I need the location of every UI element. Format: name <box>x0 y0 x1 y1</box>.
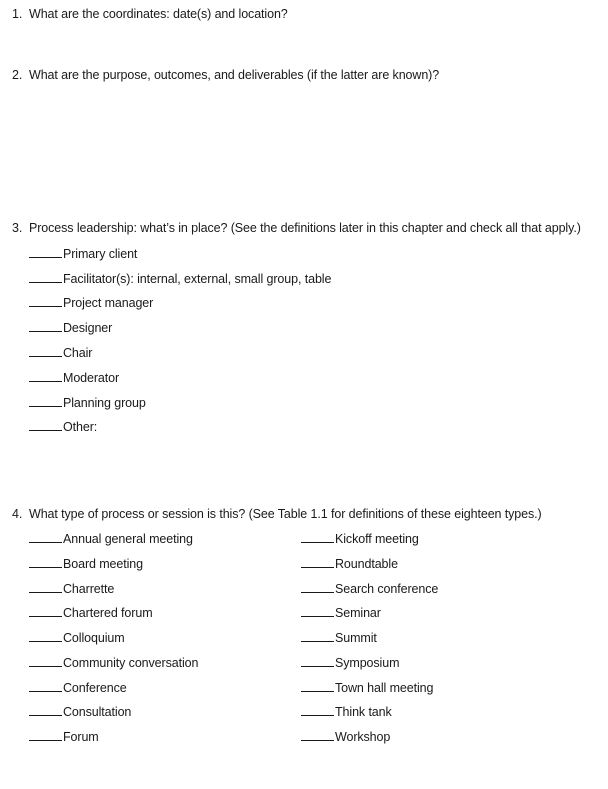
checklist-item-seminar <box>301 604 381 620</box>
checkbox-blank[interactable] <box>29 530 62 543</box>
checkbox-blank[interactable] <box>29 394 62 407</box>
checklist-item-other <box>29 418 97 434</box>
checkbox-blank[interactable] <box>29 604 62 617</box>
checklist-item-planning-group <box>29 394 146 410</box>
question-text: What type of process or session is this? (See Table 1.1 for definitions of these eighteen types.) <box>29 507 542 521</box>
question-3 <box>12 221 581 235</box>
question-1 <box>12 7 288 21</box>
checklist-label: Project manager <box>63 296 154 310</box>
checklist-label: Community conversation <box>63 656 199 670</box>
checklist-item-town-hall-meeting <box>301 679 433 695</box>
checklist-item-search-conference <box>301 580 438 596</box>
checkbox-blank[interactable] <box>29 679 62 692</box>
checklist-item-community-conversation <box>29 654 198 670</box>
checklist-item-chair <box>29 344 92 360</box>
checkbox-blank[interactable] <box>301 654 334 667</box>
checkbox-blank[interactable] <box>301 530 334 543</box>
checklist-item-primary-client <box>29 245 137 261</box>
question-number: 1. <box>12 7 23 21</box>
checklist-item-colloquium <box>29 629 125 645</box>
checklist-item-chartered-forum <box>29 604 153 620</box>
checklist-label: Colloquium <box>63 631 125 645</box>
checkbox-blank[interactable] <box>29 294 62 307</box>
checklist-label: Board meeting <box>63 557 143 571</box>
checklist-label: Consultation <box>63 705 132 719</box>
checkbox-blank[interactable] <box>301 555 334 568</box>
checklist-label: Kickoff meeting <box>335 532 419 546</box>
checkbox-blank[interactable] <box>301 604 334 617</box>
checklist-item-forum <box>29 728 99 744</box>
checkbox-blank[interactable] <box>29 319 62 332</box>
question-text: Process leadership: what’s in place? (See the definitions later in this chapter and check all that apply.) <box>29 221 581 235</box>
checklist-item-designer <box>29 319 112 335</box>
checkbox-blank[interactable] <box>301 703 334 716</box>
checkbox-blank[interactable] <box>301 629 334 642</box>
checklist-label: Symposium <box>335 656 400 670</box>
checkbox-blank[interactable] <box>301 728 334 741</box>
question-text: What are the purpose, outcomes, and deliverables (if the latter are known)? <box>29 68 440 82</box>
checklist-item-moderator <box>29 369 119 385</box>
checkbox-blank[interactable] <box>301 580 334 593</box>
checklist-item-think-tank <box>301 703 392 719</box>
checklist-label: Other: <box>63 420 98 434</box>
checkbox-blank[interactable] <box>29 344 62 357</box>
question-4 <box>12 507 542 521</box>
checklist-label: Facilitator(s): internal, external, small group, table <box>63 272 332 286</box>
checklist-label: Summit <box>335 631 377 645</box>
checkbox-blank[interactable] <box>29 580 62 593</box>
checklist-label: Seminar <box>335 606 381 620</box>
checklist-item-summit <box>301 629 377 645</box>
checklist-label: Primary client <box>63 247 138 261</box>
checklist-label: Annual general meeting <box>63 532 193 546</box>
checklist-label: Think tank <box>335 705 392 719</box>
checklist-item-conference <box>29 679 127 695</box>
checkbox-blank[interactable] <box>29 654 62 667</box>
checkbox-blank[interactable] <box>29 369 62 382</box>
checklist-item-charrette <box>29 580 114 596</box>
checklist-label: Conference <box>63 681 127 695</box>
checklist-item-annual-general-meeting <box>29 530 193 546</box>
checklist-label: Designer <box>63 321 113 335</box>
checkbox-blank[interactable] <box>29 555 62 568</box>
checklist-item-roundtable <box>301 555 398 571</box>
checklist-label: Planning group <box>63 396 146 410</box>
checkbox-blank[interactable] <box>29 270 62 283</box>
checklist-label: Search conference <box>335 582 439 596</box>
checklist-label: Charrette <box>63 582 115 596</box>
checklist-item-workshop <box>301 728 390 744</box>
checkbox-blank[interactable] <box>29 245 62 258</box>
checklist-item-kickoff-meeting <box>301 530 419 546</box>
checkbox-blank[interactable] <box>29 728 62 741</box>
question-text: What are the coordinates: date(s) and location? <box>29 7 288 21</box>
checklist-label: Forum <box>63 730 99 744</box>
question-number: 3. <box>12 221 23 235</box>
checkbox-blank[interactable] <box>29 703 62 716</box>
checklist-item-facilitators <box>29 270 331 286</box>
checklist-label: Chartered forum <box>63 606 153 620</box>
checklist-item-project-manager <box>29 294 153 310</box>
checklist-label: Chair <box>63 346 93 360</box>
question-number: 2. <box>12 68 23 82</box>
checkbox-blank[interactable] <box>301 679 334 692</box>
checklist-item-board-meeting <box>29 555 143 571</box>
checklist-item-consultation <box>29 703 131 719</box>
question-2 <box>12 68 439 82</box>
checkbox-blank[interactable] <box>29 629 62 642</box>
question-number: 4. <box>12 507 23 521</box>
checklist-label: Roundtable <box>335 557 398 571</box>
checklist-label: Moderator <box>63 371 120 385</box>
checkbox-blank[interactable] <box>29 418 62 431</box>
checklist-item-symposium <box>301 654 399 670</box>
checklist-label: Workshop <box>335 730 391 744</box>
checklist-label: Town hall meeting <box>335 681 434 695</box>
